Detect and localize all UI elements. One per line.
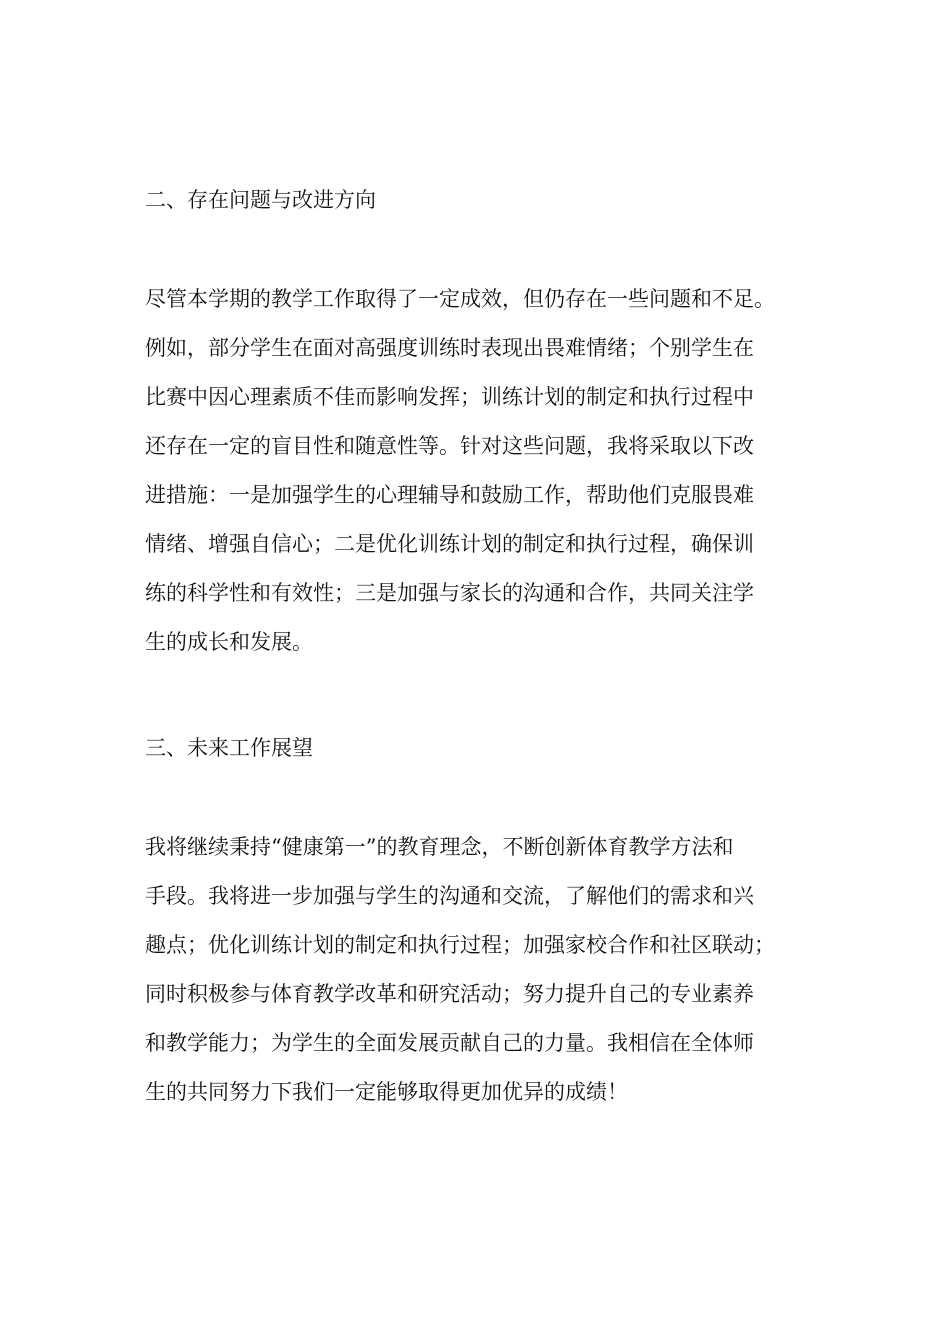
paragraph-line: 和教学能力；为学生的全面发展贡献自己的力量。我相信在全体师: [145, 1031, 754, 1055]
section-heading-outlook: 三、未来工作展望: [145, 736, 313, 760]
paragraph-outlook: [145, 823, 825, 1117]
paragraph-line: 练的科学性和有效性；三是加强与家长的沟通和合作，共同关注学: [145, 581, 754, 605]
section-heading-problems: 二、存在问题与改进方向: [145, 188, 376, 212]
paragraph-line: 生的成长和发展。: [145, 630, 313, 654]
paragraph-line: 生的共同努力下我们一定能够取得更加优异的成绩！: [145, 1080, 628, 1104]
paragraph-problems: [145, 275, 825, 667]
paragraph-line: 趣点；优化训练计划的制定和执行过程；加强家校合作和社区联动；: [145, 933, 775, 957]
paragraph-line: 进措施：一是加强学生的心理辅导和鼓励工作，帮助他们克服畏难: [145, 483, 754, 507]
paragraph-line: 例如，部分学生在面对高强度训练时表现出畏难情绪；个别学生在: [145, 336, 754, 360]
paragraph-line: 手段。我将进一步加强与学生的沟通和交流，了解他们的需求和兴: [145, 884, 754, 908]
paragraph-line: 尽管本学期的教学工作取得了一定成效，但仍存在一些问题和不足。: [145, 287, 775, 311]
paragraph-line: 我将继续秉持“健康第一”的教育理念，不断创新体育教学方法和: [145, 835, 734, 859]
paragraph-line: 同时积极参与体育教学改革和研究活动；努力提升自己的专业素养: [145, 982, 754, 1006]
paragraph-line: 情绪、增强自信心；二是优化训练计划的制定和执行过程，确保训: [145, 532, 754, 556]
paragraph-line: 比赛中因心理素质不佳而影响发挥；训练计划的制定和执行过程中: [145, 385, 754, 409]
paragraph-line: 还存在一定的盲目性和随意性等。针对这些问题，我将采取以下改: [145, 434, 754, 458]
